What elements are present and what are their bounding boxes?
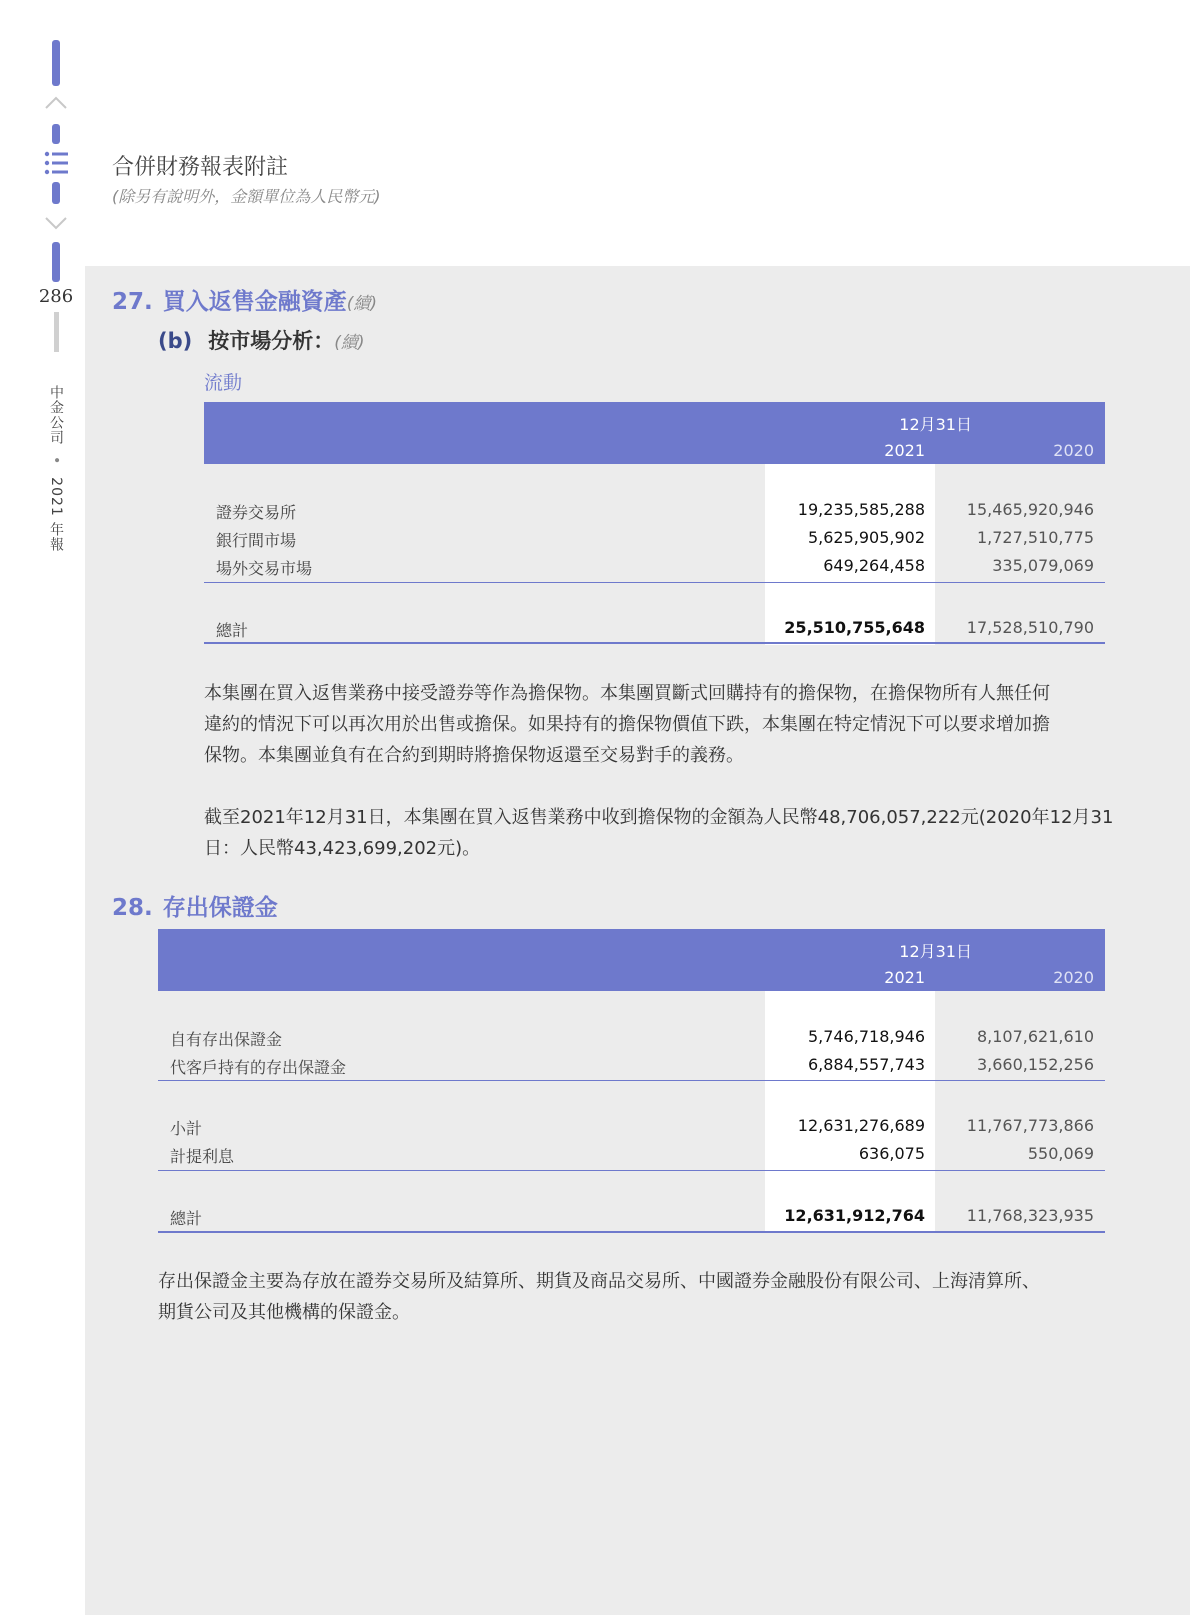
row-divider: [158, 1080, 1105, 1081]
continued-label: (續): [334, 333, 365, 353]
value-2020: 11,767,773,866: [966, 1116, 1094, 1135]
value-2020: 1,727,510,775: [976, 528, 1094, 547]
page-subtitle: (除另有說明外，金額單位為人民幣元): [112, 187, 381, 206]
report-name: 2021 年報: [48, 477, 64, 553]
paragraph-deposits: [158, 1266, 1118, 1328]
total-divider: [204, 642, 1105, 644]
value-2021: 12,631,912,764: [784, 1206, 925, 1225]
header-year-2020: 2020: [1053, 968, 1094, 987]
total-divider: [158, 1231, 1105, 1233]
value-2020: 17,528,510,790: [966, 618, 1094, 637]
value-2020: 335,079,069: [992, 556, 1094, 575]
menu-list-icon[interactable]: [44, 150, 70, 176]
chevron-up-icon[interactable]: [44, 94, 68, 110]
row-label: 銀行間市場: [216, 531, 297, 550]
paragraph-collateral-amount: [204, 802, 1114, 864]
table-row: [204, 497, 1105, 523]
value-2021: 5,625,905,902: [807, 528, 925, 547]
sidebar-mid-bar: [52, 124, 60, 144]
section-27-title: [112, 283, 377, 316]
value-2020: 550,069: [1027, 1144, 1094, 1163]
table-28: [158, 929, 1105, 1234]
section-title-text: 買入返售金融資產: [162, 289, 347, 315]
value-2021: 649,264,458: [823, 556, 925, 575]
value-2021: 636,075: [858, 1144, 925, 1163]
header-year-2021: 2021: [884, 968, 925, 987]
section-28-title: [112, 889, 278, 922]
table-header: [158, 929, 1105, 991]
row-label: 小計: [170, 1119, 203, 1138]
continued-label: (續): [346, 294, 378, 314]
table-row: [204, 525, 1105, 551]
paragraph-line: 期貨公司及其他機構的保證金。: [158, 1302, 410, 1323]
paragraph-line: 本集團在買入返售業務中接受證券等作為擔保物。本集團買斷式回購持有的擔保物，在擔保物所有人無任何: [204, 683, 1050, 704]
table-row: [204, 553, 1105, 579]
total-row: [158, 1203, 1105, 1229]
value-2021: 25,510,755,648: [784, 618, 925, 637]
table-27: [204, 402, 1105, 645]
subsection-text: 按市場分析：: [208, 329, 335, 353]
interest-row: [158, 1141, 1105, 1167]
value-2021: 6,884,557,743: [807, 1055, 925, 1074]
row-label: 總計: [216, 621, 249, 640]
row-label: 總計: [170, 1209, 203, 1228]
section-number: 28.: [112, 895, 153, 921]
value-2020: 8,107,621,610: [976, 1027, 1094, 1046]
subsection-label: (b): [158, 329, 193, 353]
header-date: 12月31日: [899, 415, 972, 434]
table-row: [158, 1052, 1105, 1078]
paragraph-line: 存出保證金主要為存放在證券交易所及結算所、期貨及商品交易所、中國證券金融股份有限公司、上海清算所、: [158, 1271, 1040, 1292]
row-label: 證券交易所: [216, 503, 297, 522]
paragraph-line: 保物。本集團並負有在合約到期時將擔保物返還至交易對手的義務。: [204, 745, 744, 766]
subtotal-row: [158, 1113, 1105, 1139]
row-label: 代客戶持有的存出保證金: [170, 1058, 347, 1077]
category-label: 流動: [204, 372, 243, 394]
value-2020: 15,465,920,946: [966, 500, 1094, 519]
company-name: 中金公司: [48, 385, 64, 445]
page-number: 286: [38, 286, 74, 307]
row-label: 自有存出保證金: [170, 1030, 283, 1049]
paragraph-collateral: [204, 678, 1114, 771]
sidebar-progress-bar: [52, 242, 60, 282]
total-row: [204, 615, 1105, 641]
row-label: 計提利息: [170, 1147, 235, 1166]
subsection-title: [158, 325, 365, 355]
paragraph-line: 違約的情況下可以再次用於出售或擔保。如果持有的擔保物價值下跌，本集團在特定情況下可以要求增加擔: [204, 714, 1050, 735]
value-2021: 5,746,718,946: [807, 1027, 925, 1046]
separator-dot: •: [48, 456, 64, 466]
value-2021: 12,631,276,689: [797, 1116, 925, 1135]
row-divider: [158, 1170, 1105, 1171]
value-2020: 3,660,152,256: [976, 1055, 1094, 1074]
table-row: [158, 1024, 1105, 1050]
sidebar-lower-bar: [52, 182, 60, 204]
page-title: 合併財務報表附註: [112, 155, 289, 180]
sidebar-top-bar: [52, 40, 60, 86]
header-date: 12月31日: [899, 942, 972, 961]
row-label: 場外交易市場: [216, 559, 313, 578]
chevron-down-icon[interactable]: [44, 216, 68, 232]
sidebar-report-label: [46, 385, 66, 552]
table-header: [204, 402, 1105, 464]
section-title-text: 存出保證金: [162, 895, 278, 921]
paragraph-line: 日：人民幣43,423,699,202元)。: [204, 838, 481, 859]
header-year-2020: 2020: [1053, 441, 1094, 460]
paragraph-line: 截至2021年12月31日，本集團在買入返售業務中收到擔保物的金額為人民幣48,706,057,222元(2020年12月31: [204, 807, 1114, 828]
section-number: 27.: [112, 289, 153, 315]
sidebar-divider: [54, 312, 59, 352]
row-divider: [204, 582, 1105, 583]
header-year-2021: 2021: [884, 441, 925, 460]
value-2021: 19,235,585,288: [797, 500, 925, 519]
value-2020: 11,768,323,935: [966, 1206, 1094, 1225]
